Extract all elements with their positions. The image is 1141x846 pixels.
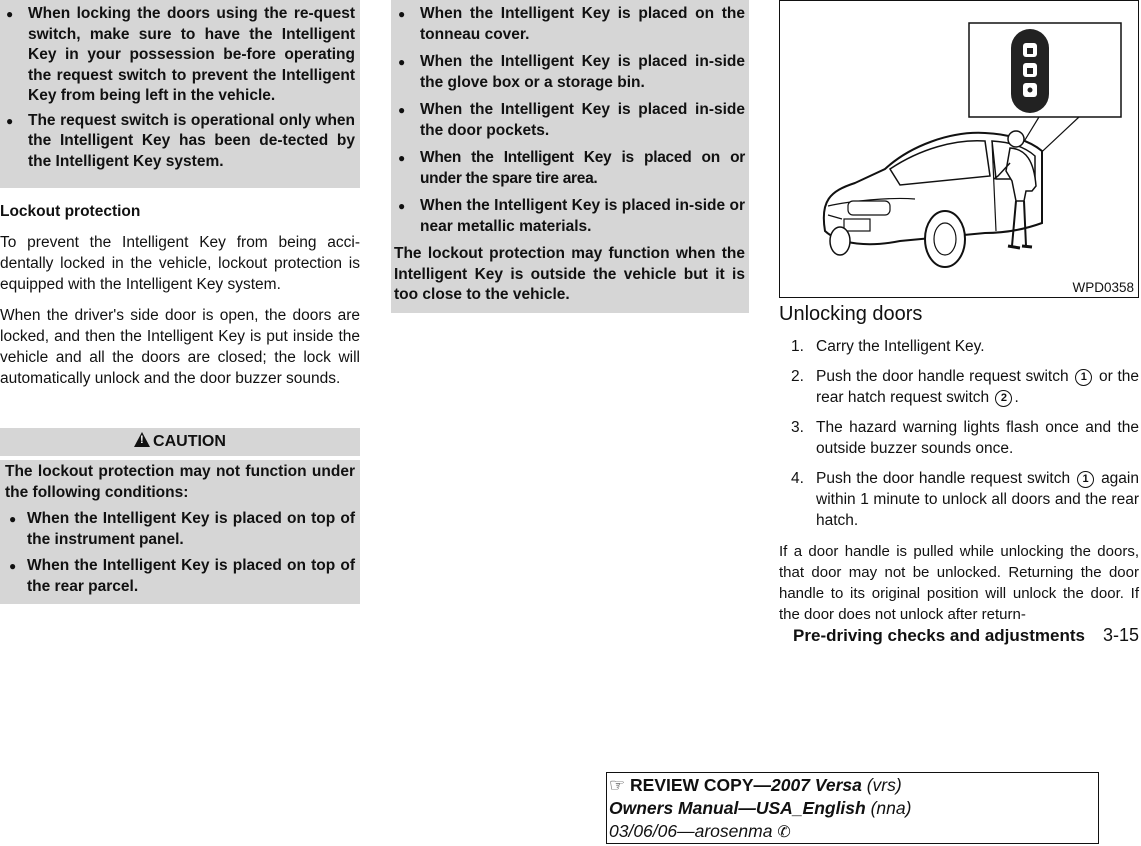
caution-bullet-list <box>5 509 355 597</box>
review-line-3 <box>609 820 1098 844</box>
step-item <box>779 366 1139 408</box>
review-line-2 <box>609 797 1098 820</box>
caution-bullet: ● When the Intelligent Key is placed on top of the rear parcel. <box>5 556 355 597</box>
figure-code: WPD0358 <box>1072 280 1134 295</box>
figure-box <box>779 0 1139 298</box>
caution-header <box>0 428 360 456</box>
warning-bullet-list <box>2 4 355 172</box>
warning-box-top <box>0 0 360 188</box>
steps-list <box>779 336 1139 531</box>
step-item <box>779 468 1139 531</box>
caution-bullet: ● When the Intelligent Key is placed in-side or near metallic materials. <box>394 196 745 237</box>
step-item <box>779 417 1139 459</box>
section-heading-unlocking: Unlocking doors <box>779 303 923 325</box>
caution-body <box>0 460 360 604</box>
model-code: (vrs) <box>861 775 902 795</box>
warning-bullet: ● When locking the doors using the re-quest switch, make sure to have the Intelligent Key in your possession be-fore operating the request switch to prevent the Intelligent Key from being left in the vehicle. <box>2 4 355 107</box>
review-line-1 <box>609 774 1098 797</box>
step-number: 1. <box>791 338 804 355</box>
step-text: . <box>1014 389 1019 406</box>
page-number: 3-15 <box>1102 625 1139 645</box>
step-text: Carry the Intelligent Key. <box>816 338 985 355</box>
caution-title: CAUTION <box>153 433 226 450</box>
step-item <box>779 336 1139 357</box>
step-text: Push the door handle request switch <box>816 470 1071 487</box>
caution-box <box>0 428 360 604</box>
warning-bullet: ● The request switch is operational only when the Intelligent Key has been de-tected by the Intelligent Key system. <box>2 111 355 173</box>
section-heading-lockout: Lockout protection <box>0 203 141 220</box>
column-2-caution-continued <box>391 0 749 313</box>
step-text: again within 1 minute to unlock all doors and the rear hatch. <box>816 470 1139 529</box>
caution-bullet: ● When the Intelligent Key is placed on top of the instrument panel. <box>5 509 355 550</box>
paragraph: When the driver's side door is open, the doors are locked, and then the Intelligent Key is put inside the vehicle and all the doors are closed; the lock will automatically unlock and the door buzzer sounds. <box>0 307 360 387</box>
caution-bullet: ● When the Intelligent Key is placed on or under the spare tire area. <box>394 148 745 189</box>
car-with-key-illustration <box>780 1 1138 297</box>
model-name: 2007 Versa <box>771 775 862 795</box>
callout-number-icon: 1 <box>1077 471 1094 488</box>
footer-section-title: Pre-driving checks and adjustments <box>793 626 1085 645</box>
callout-number-icon: 1 <box>1075 369 1092 386</box>
telephone-icon: ✆ <box>777 824 791 841</box>
caution-bullet: ● When the Intelligent Key is placed in-side the door pockets. <box>394 100 745 141</box>
step-text: or the rear hatch request switch <box>816 368 1139 406</box>
step-text: The hazard warning lights flash once and the outside buzzer sounds once. <box>816 419 1139 457</box>
manual-name: Owners Manual—USA_English <box>609 798 866 818</box>
caution-closing: The lockout protection may function when the Intelligent Key is outside the vehicle but it is too close to the vehicle. <box>394 245 745 303</box>
paragraph: If a door handle is pulled while unlocking the doors, that door may not be unlocked. Returning the door handle to its original position will unlock the door. If the door does not unlock after return- <box>779 543 1139 623</box>
review-copy-box <box>606 772 1099 844</box>
column-3 <box>779 0 1141 645</box>
pointing-hand-icon: ☞ <box>609 775 626 795</box>
caution-bullet: ● When the Intelligent Key is placed on the tonneau cover. <box>394 4 745 45</box>
caution-bullet: ● When the Intelligent Key is placed in-side the glove box or a storage bin. <box>394 52 745 93</box>
step-number: 3. <box>791 419 804 436</box>
step-number: 2. <box>791 368 804 385</box>
warning-triangle-icon <box>134 432 150 447</box>
step-number: 4. <box>791 470 804 487</box>
callout-number-icon: 2 <box>995 390 1012 407</box>
caution-intro: The lockout protection may not function under the following conditions: <box>5 463 355 501</box>
caution-bullet-list <box>394 4 745 237</box>
review-copy-label: REVIEW COPY— <box>630 775 772 795</box>
step-text: Push the door handle request switch <box>816 368 1069 385</box>
column-1 <box>0 0 360 595</box>
review-date-author: 03/06/06—arosenma <box>609 821 773 841</box>
paragraph: To prevent the Intelligent Key from being acci-dentally locked in the vehicle, lockout protection is equipped with the Intelligent Key system. <box>0 234 360 293</box>
page-footer <box>793 625 1139 646</box>
manual-code: (nna) <box>865 798 912 818</box>
